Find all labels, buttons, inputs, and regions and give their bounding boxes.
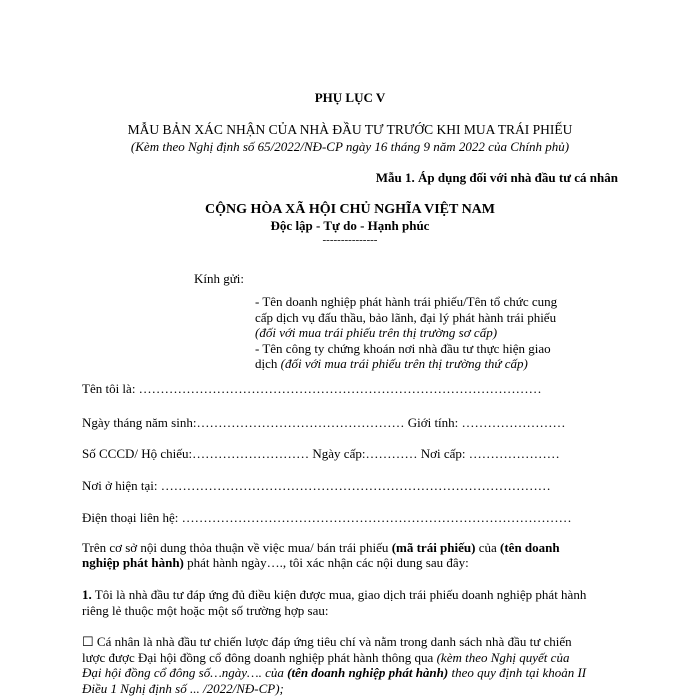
field-id[interactable]: Số CCCD/ Hộ chiếu:……………………… Ngày cấp:………… Nơi cấp: …………………: [82, 446, 560, 461]
issuer-placeholder: nghiệp phát hành): [82, 555, 184, 570]
option-1-line-1: [82, 634, 572, 650]
issuer-placeholder: (tên doanh: [500, 540, 560, 555]
option-1-line-2: [82, 650, 569, 666]
basis-text: của: [475, 540, 501, 555]
recipient-line-3: (đối với mua trái phiếu trên thị trường sơ cấp): [255, 325, 498, 340]
option-text: Cá nhân là nhà đầu tư chiến lược đáp ứng tiêu chí và nằm trong danh sách nhà đầu tư chiến: [93, 634, 572, 649]
basis-line-1: [82, 540, 560, 556]
item-text: Tôi là nhà đầu tư đáp ứng đủ điều kiện được mua, giao dịch trái phiếu doanh nghiệp phát hành: [91, 587, 587, 602]
item-1-line-1: [82, 587, 586, 603]
bond-code-placeholder: (mã trái phiếu): [391, 540, 476, 555]
option-italic-text: (kèm theo Nghị quyết của: [436, 650, 570, 665]
basis-text: phát hành ngày…., tôi xác nhận các nội dung sau đây:: [183, 555, 469, 570]
option-italic-text: theo quy định tại khoản II: [448, 665, 587, 680]
motto-underline: ---------------: [322, 234, 378, 246]
recipient-line-5-italic: (đối với mua trái phiếu trên thị trường thứ cấp): [280, 356, 528, 371]
recipient-line-5-plain: dịch: [255, 356, 281, 371]
option-1-line-3: [82, 665, 586, 681]
country-name: CỘNG HÒA XÃ HỘI CHỦ NGHĨA VIỆT NAM: [204, 202, 495, 217]
appendix-title: PHỤ LỤC V: [314, 90, 386, 105]
option-italic-text: Đại hội đồng cổ đông số…ngày…. của: [82, 665, 288, 680]
recipient-line-5: [255, 356, 528, 372]
option-text: lược được Đại hội đồng cổ đông doanh nghiệp phát hành thông qua: [82, 650, 437, 665]
item-1-line-2: riêng lẻ thuộc một hoặc một số trường hợp sau:: [82, 603, 329, 618]
checkbox-icon[interactable]: ☐: [82, 634, 94, 649]
recipient-line-2: cấp dịch vụ đấu thầu, bảo lãnh, đại lý phát hành trái phiếu: [255, 310, 557, 325]
form-variant: Mẫu 1. Áp dụng đối với nhà đầu tư cá nhân: [375, 170, 618, 185]
field-name[interactable]: Tên tôi là: …………………………………………………………………………………: [82, 381, 542, 396]
national-motto: Độc lập - Tự do - Hạnh phúc: [270, 218, 430, 233]
issuer-placeholder: (tên doanh nghiệp phát hành): [287, 665, 449, 680]
attached-note: (Kèm theo Nghị định số 65/2022/NĐ-CP ngày 16 tháng 9 năm 2022 của Chính phủ): [130, 139, 570, 154]
form-title: MẪU BẢN XÁC NHẬN CỦA NHÀ ĐẦU TƯ TRƯỚC KHI MUA TRÁI PHIẾU: [127, 122, 573, 137]
item-number: 1.: [82, 587, 92, 602]
recipient-line-1: - Tên doanh nghiệp phát hành trái phiếu/Tên tổ chức cung: [255, 294, 558, 309]
basis-text: Trên cơ sở nội dung thỏa thuận về việc mua/ bán trái phiếu: [82, 540, 392, 555]
field-phone[interactable]: Điện thoại liên hệ: ………………………………………………………………………………: [82, 510, 572, 525]
recipient-line-4: - Tên công ty chứng khoán nơi nhà đầu tư thực hiện giao: [255, 341, 551, 356]
option-1-line-4: Điều 1 Nghị định số ... /2022/NĐ-CP);: [82, 681, 284, 696]
field-address[interactable]: Nơi ở hiện tại: ………………………………………………………………………………: [82, 478, 551, 493]
basis-line-2: [82, 555, 469, 571]
field-dob-gender[interactable]: Ngày tháng năm sinh:………………………………………… Giới tính: ……………………: [82, 415, 566, 430]
greeting: Kính gửi:: [194, 271, 245, 286]
